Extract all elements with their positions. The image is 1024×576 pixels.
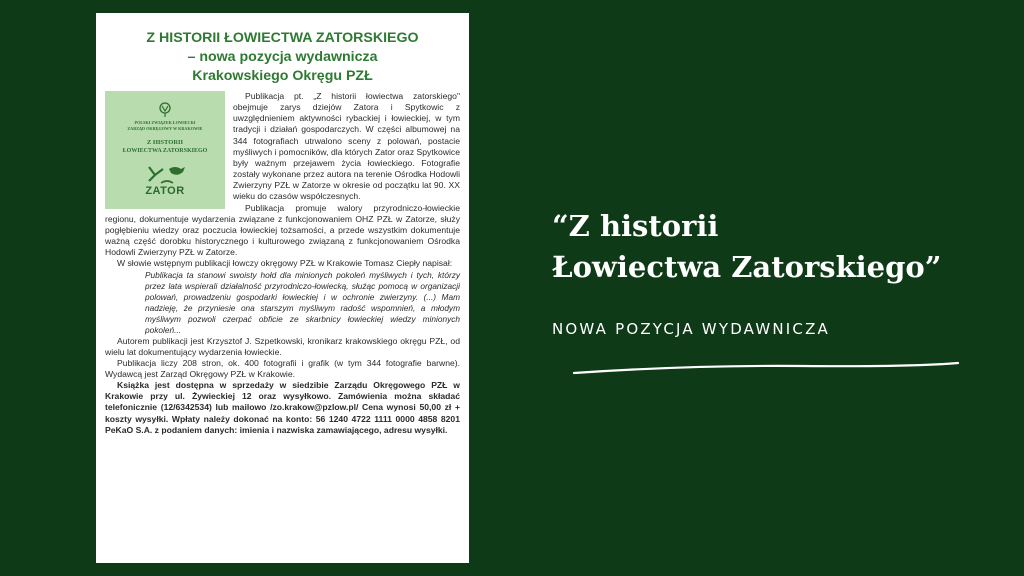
foreword-quote: Publikacja ta stanowi swoisty hołd dla minionych pokoleń myśliwych i tych, którzy przez lata wspierali działalność przyrodniczo-łowiecką, służąc pomocą w organizacji polowań, prowadzeniu gospodarki łowieckiej i w ochronie zwierzyny. (...) Mam nadzieję, że przyniesie ona starszym myśliwym radość wspomnień, a młodym myśliwym pozwoli czerpać obficie ze skarbnicy łowieckiej wiedzy minionych pokoleń... (145, 269, 460, 335)
document-page (96, 13, 469, 563)
cover-title-line-1: Z HISTORII (146, 139, 184, 146)
headline-line-2: Łowiectwa Zatorskiego” (552, 250, 942, 284)
paragraph-promotion: Publikacja promuje walory przyrodniczo-łowieckie regionu, dokumentuje wydarzenia związane z funkcjonowaniem OHZ PZŁ w Zatorze, służy pogłębieniu wiedzy oraz poczucia łowieckiej tożsamości, a przede wszystkim dokumentuje ważną część dorobku historycznego i kulturowego związaną z funkcjonowaniem Ośrodka Hodowli Zwierzyny PZŁ w Zatorze. (105, 202, 460, 258)
document-title (105, 29, 460, 86)
document-title-line-1: Z HISTORII ŁOWIECTWA ZATORSKIEGO (146, 30, 419, 46)
cover-org-line-2: ZARZĄD OKRĘGOWY W KRAKOWIE (127, 126, 203, 131)
paragraph-description: Publikacja pt. „Z historii łowiectwa zatorskiego" obejmuje zarys dziejów Zatora i Spytkowic z uwzględnieniem aktywności rybackiej i łowieckiej, w tym tradycji i działań gospodarczych. W części albumowej na 344 fotografiach utrwalono sceny z polowań, postacie myśliwych i pomocników, dla których Zator oraz Spytkowice były ważnym przejawem życia łowieckiego. Fotografie zostały wykonane przez autora na terenie Ośrodka Hodowli Zwierzyny PZŁ w Zatorze w okresie od początku lat 90. XX wieku do czasów współczesnych. (233, 91, 460, 202)
cover-logo-text: ZATOR (145, 185, 185, 197)
paragraph-details: Publikacja liczy 208 stron, ok. 400 fotografii i grafik (w tym 344 fotografie barwne). Wydawcą jest Zarząd Okręgowy PZŁ w Krakowie. (105, 357, 460, 379)
paragraph-ordering: Książka jest dostępna w sprzedaży w siedzibie Zarządu Okręgowego PZŁ w Krakowie przy ul. Żywieckiej 12 oraz wysyłkowo. Zamówienia można składać telefonicznie (12/6342534) lub mailowo /zo.krakow@pzlow.pl/ Cena wynosi 50,00 zł + koszty wysyłki. Wpłaty należy dokonać na konto: 56 1240 4722 1111 0000 4858 8201 PeKaO S.A. z podaniem danych: imienia i nazwiska zamawiającego, adresu wysyłki. (105, 380, 460, 435)
book-cover-image (105, 91, 225, 209)
document-title-line-2: – nowa pozycja wydawnicza (187, 49, 378, 65)
cover-title-line-2: ŁOWIECTWA ZATORSKIEGO (122, 148, 208, 154)
paragraph-foreword-intro: W słowie wstępnym publikacji łowczy okręgowy PZŁ w Krakowie Tomasz Ciepły napisał: (117, 258, 453, 269)
headline (552, 206, 1012, 288)
headline-line-1: “Z historii (552, 209, 719, 243)
emblem-icon (158, 101, 172, 117)
decorative-underline (572, 359, 960, 379)
paragraph-author: Autorem publikacji jest Krzysztof J. Szpetkowski, kronikarz krakowskiego okręgu PZŁ, od wielu lat dokumentujący wydarzenia łowieckie. (105, 335, 460, 357)
subtitle: NOWA POZYCJA WYDAWNICZA (552, 320, 831, 338)
document-title-line-3: Krakowskiego Okręgu PZŁ (192, 68, 373, 84)
cover-org-line-1: POLSKI ZWIĄZEK ŁOWIECKI (134, 120, 196, 125)
